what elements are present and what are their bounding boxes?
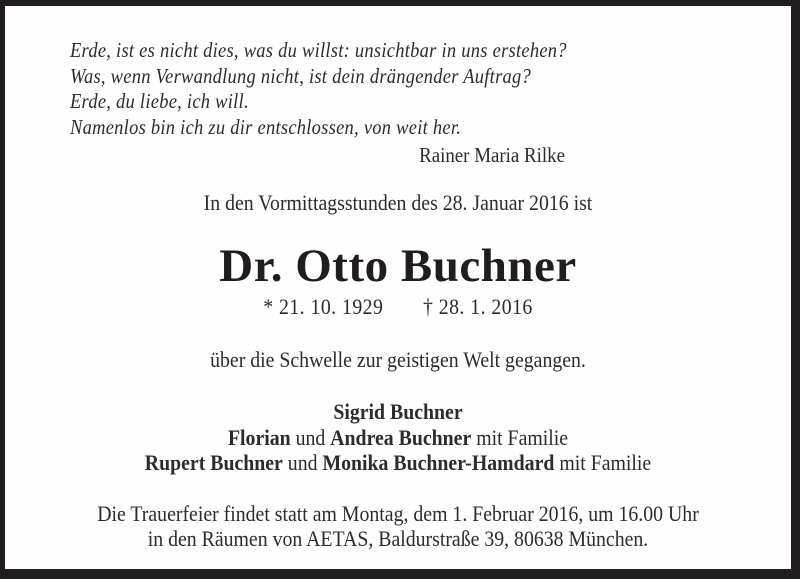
passing-line: über die Schwelle zur geistigen Welt gegangen.: [210, 347, 586, 372]
mourner-line: [44, 425, 751, 451]
mourners-list: [44, 399, 751, 476]
ceremony-line: Die Trauerfeier findet statt am Montag, dem 1. Februar 2016, um 16.00 Uhr: [97, 500, 699, 526]
death-date: † 28. 1. 2016: [422, 294, 533, 319]
mourner-connector: und: [290, 424, 331, 450]
poem-attribution: Rainer Maria Rilke: [419, 143, 565, 167]
birth-date: * 21. 10. 1929: [263, 294, 384, 319]
mourner-suffix: mit Familie: [554, 450, 652, 475]
mourner-name: Florian: [227, 424, 291, 450]
mourner-name: Andrea Buchner: [330, 424, 472, 450]
poem-line: Was, wenn Verwandlung nicht, ist dein drängender Auftrag?: [70, 63, 532, 88]
intro-line: In den Vormittagsstunden des 28. Januar 2016 ist: [203, 190, 593, 215]
mourner-line: [44, 450, 751, 476]
poem-line: Namenlos bin ich zu dir entschlossen, von weit her.: [70, 114, 462, 139]
mourner-connector: und: [282, 450, 323, 475]
poem-line: Erde, du liebe, ich will.: [70, 89, 249, 113]
ceremony-info: [44, 501, 751, 552]
mourner-name: Monika Buchner-Hamdard: [322, 450, 555, 475]
mourner-suffix: mit Familie: [471, 424, 569, 450]
mourner-line: [44, 399, 751, 425]
ceremony-line: in den Räumen von AETAS, Baldurstraße 39, 80638 München.: [147, 526, 649, 551]
poem-line: Erde, ist es nicht dies, was du willst: unsichtbar in uns erstehen?: [70, 38, 567, 62]
mourner-name: Rupert Buchner: [144, 450, 283, 475]
life-dates: [44, 294, 751, 320]
deceased-name: Dr. Otto Buchner: [219, 240, 577, 292]
poem-quote: [70, 38, 690, 140]
mourner-name: Sigrid Buchner: [333, 399, 463, 424]
